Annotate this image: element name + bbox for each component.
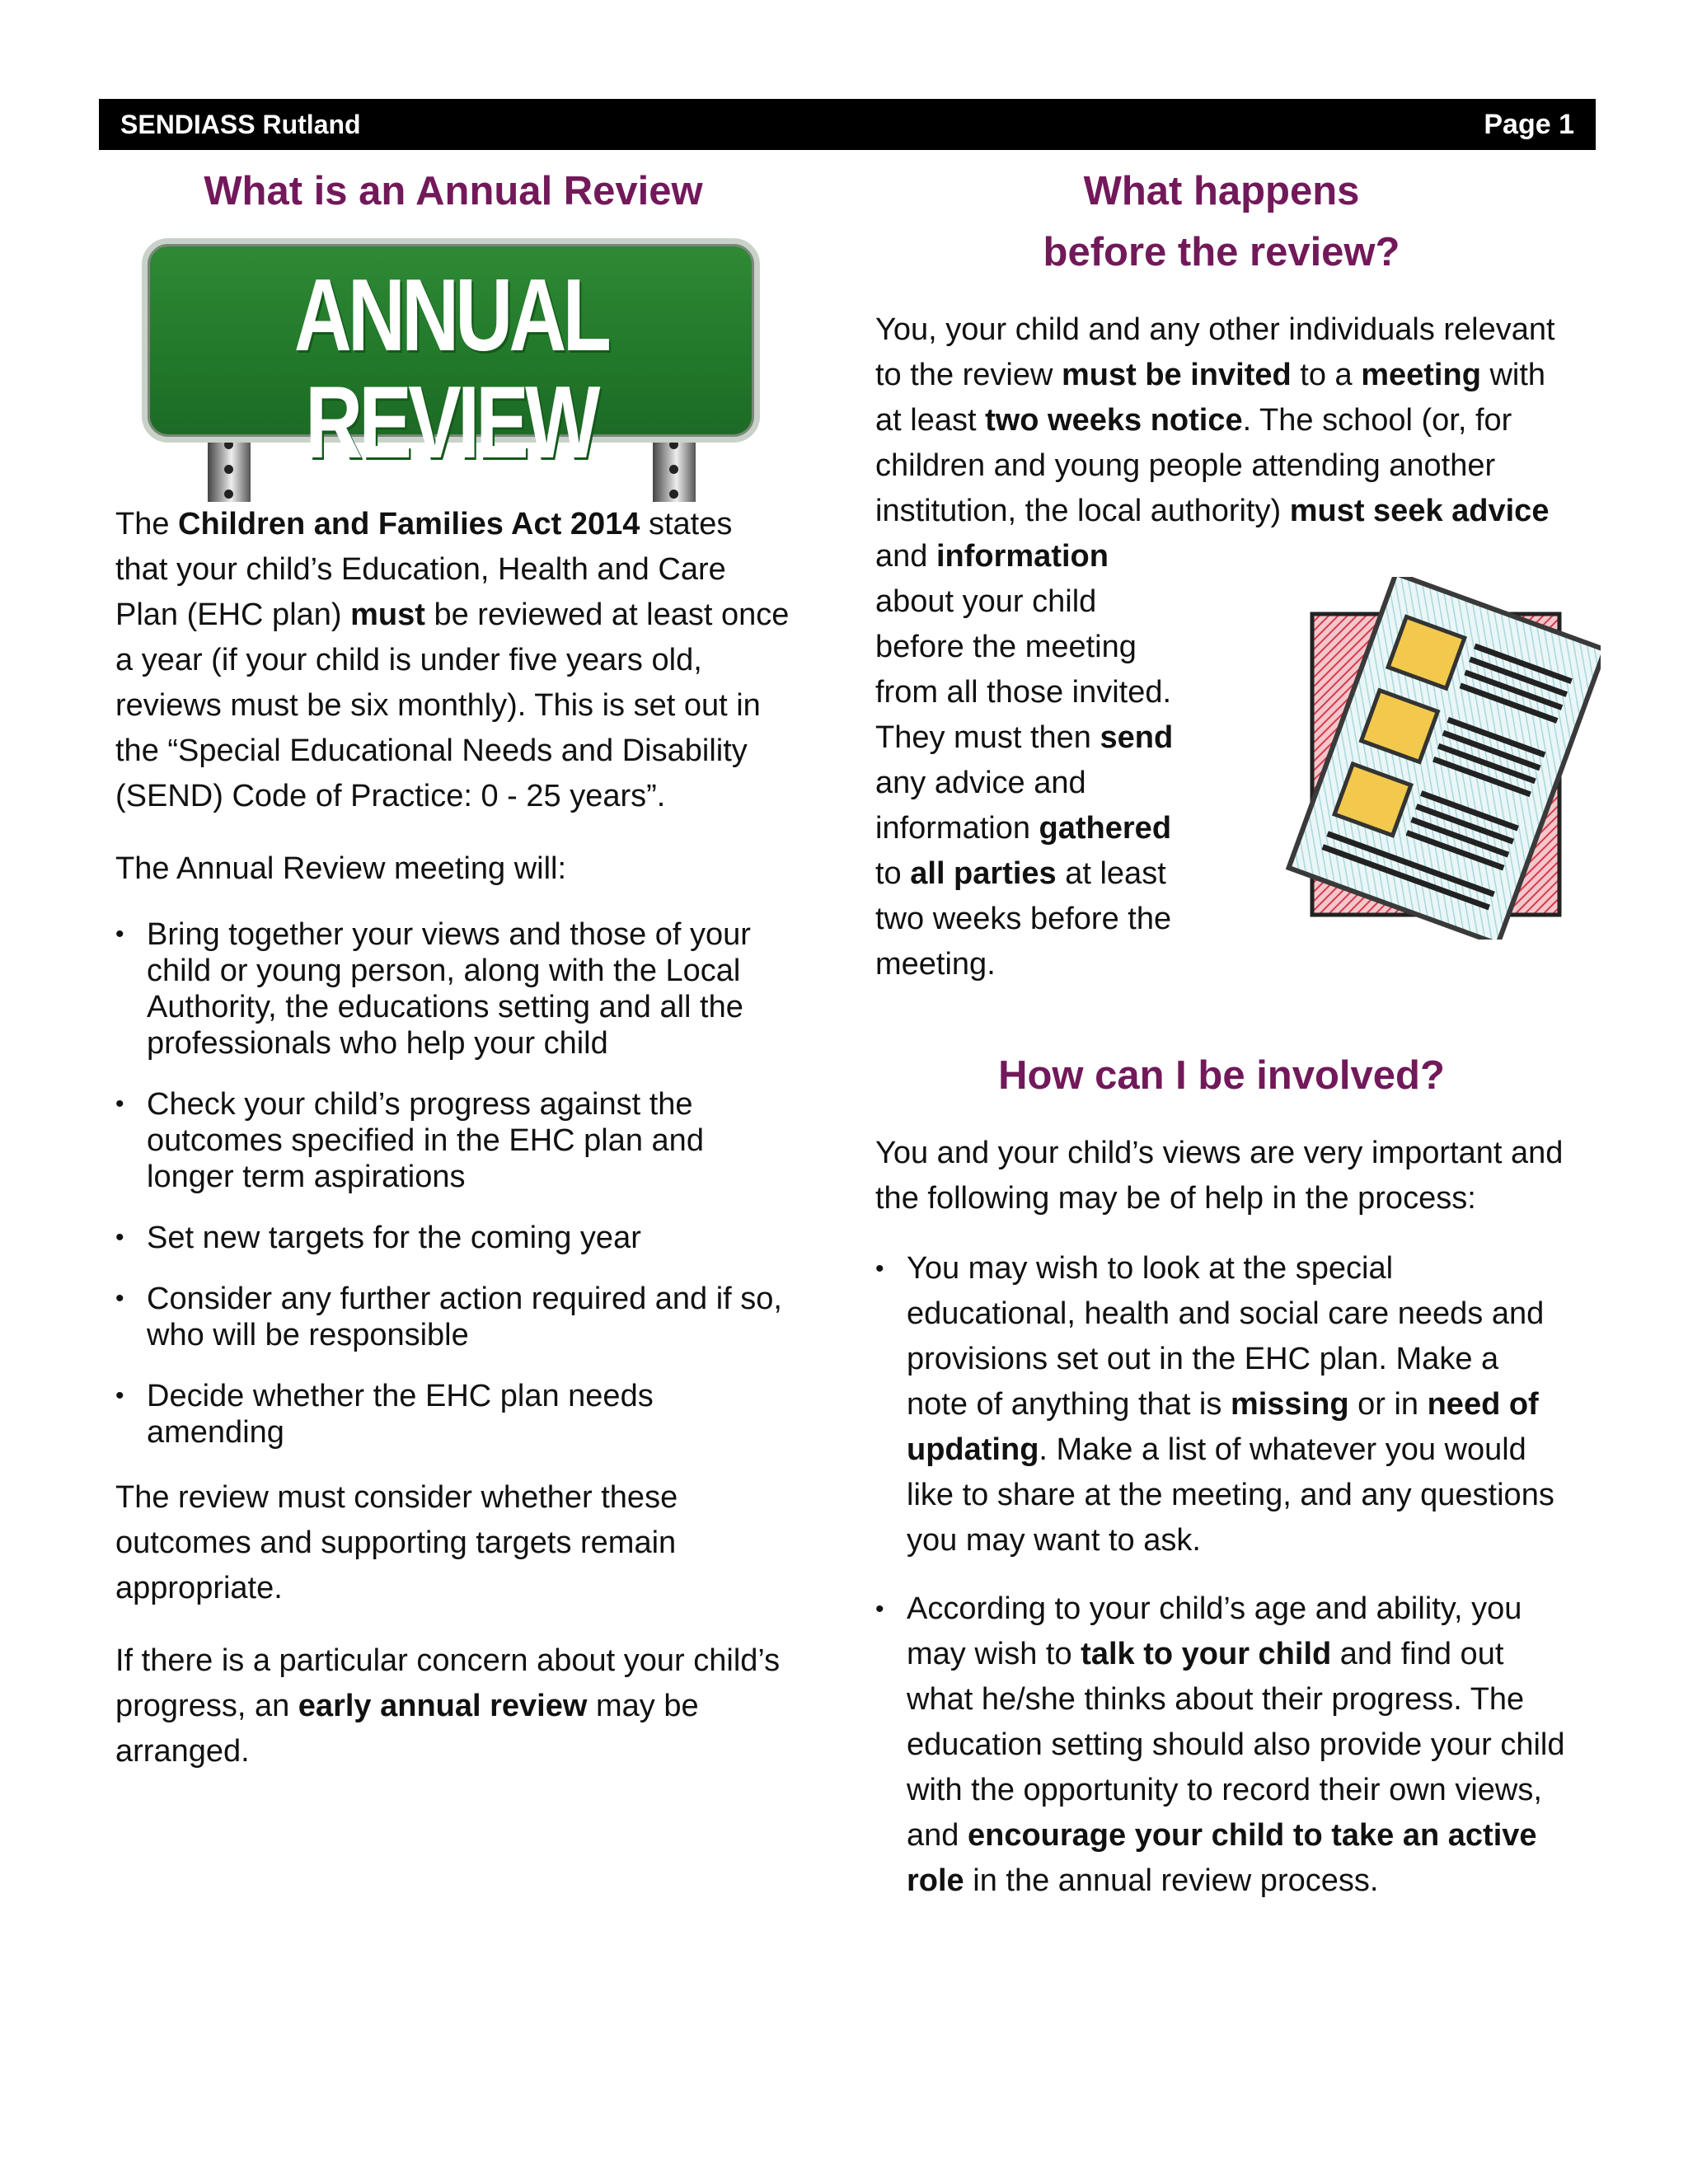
- left-column: [115, 161, 791, 1774]
- document-icon: [1254, 577, 1601, 940]
- concern-paragraph: If there is a particular concern about your child’s progress, an early annual review may be arranged.: [115, 1643, 781, 1769]
- annual-review-sign-image: [142, 238, 768, 508]
- list-item: • Consider any further action required and if so, who will be responsible: [115, 1282, 782, 1352]
- intro-paragraph: The Children and Families Act 2014 states that your child’s Education, Health and Care Plan (EHC plan) must be reviewed at least once a year (if your child is under five years old, reviews must be six monthly). This is set out in the “Special Educational Needs and Disability (SEND) Code of Practice: 0 - 25 years”.: [115, 507, 790, 813]
- list-item: • Bring together your views and those of your child or young person, along with the Local Authority, the educations setting and all the professionals who help your child: [115, 917, 751, 1061]
- list-item: • You may wish to look at the special educational, health and social care needs and provisions set out in the EHC plan. Make a note of anything that is missing or in need of updating. Make a list of whatever you would like to share at the meeting, and any questions you may want to ask.: [875, 1251, 1554, 1558]
- road-sign: [142, 238, 760, 508]
- header-bar: [99, 99, 1596, 150]
- before-paragraph: You, your child and any other individuals relevant to the review must be invited to a meeting with at least two weeks notice. The school (or, for children and young people attending another institution, the local authority) must seek advice and information about your child before the meeting from all those invited. They must then send any advice and information gathered to all parties at least two weeks before the meeting.: [875, 312, 1555, 982]
- page-number: Page 1: [1484, 108, 1574, 140]
- involved-intro: You and your child’s views are very important and the following may be of help in the process:: [875, 1136, 1564, 1216]
- list-item: • According to your child’s age and ability, you may wish to talk to your child and find out what he/she thinks about their progress. The education setting should also provide your child with the opportunity to record their own views, and encourage your child to take an active role in the annual review process.: [875, 1591, 1565, 1898]
- right-column: [875, 161, 1568, 1927]
- meeting-list: [115, 916, 791, 1451]
- sign-subtitle: JUST AHEAD: [371, 478, 531, 508]
- before-review-heading: What happens before the review?: [1043, 169, 1400, 274]
- involved-heading: How can I be involved?: [998, 1053, 1445, 1098]
- consider-paragraph: The review must consider whether these outcomes and supporting targets remain appropriate.: [115, 1480, 678, 1605]
- meeting-intro: The Annual Review meeting will:: [115, 851, 567, 886]
- list-item: • Check your child’s progress against the outcomes specified in the EHC plan and longer term aspirations: [115, 1087, 704, 1194]
- list-item: • Set new targets for the coming year: [115, 1221, 641, 1255]
- sign-title: ANNUAL REVIEW: [293, 259, 608, 480]
- annual-review-heading: What is an Annual Review: [204, 169, 703, 213]
- involved-list: [875, 1246, 1568, 1904]
- header-title: SENDIASS Rutland: [120, 109, 361, 139]
- list-item: • Decide whether the EHC plan needs amending: [115, 1379, 654, 1450]
